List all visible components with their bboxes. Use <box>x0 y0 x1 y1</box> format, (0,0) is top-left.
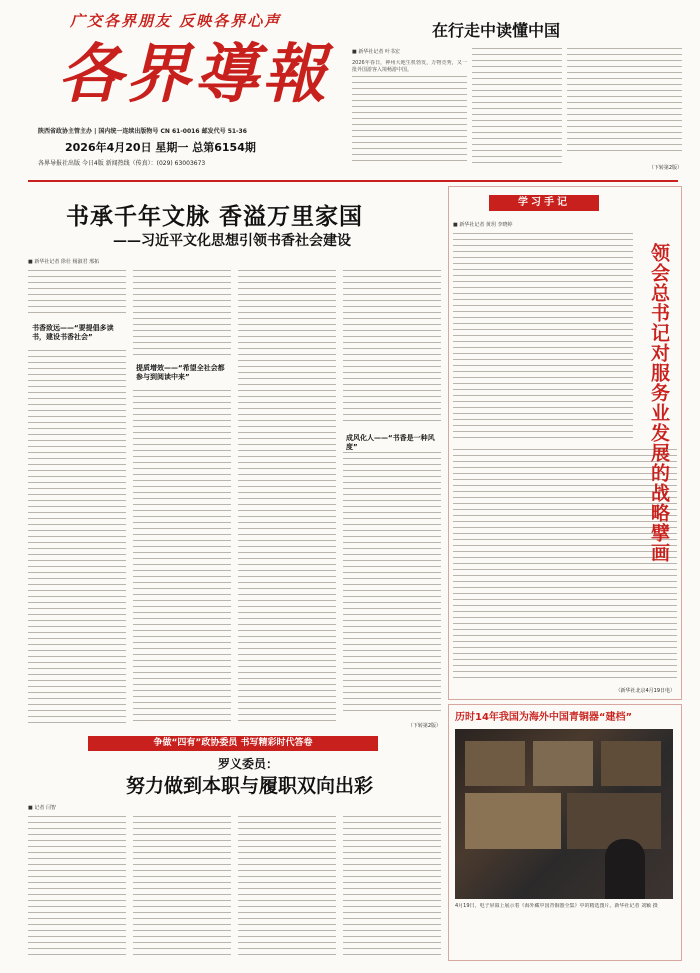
study-notes-byline: ■ 新华社记者 黄玥 李晓婷 <box>453 222 513 228</box>
visitor-silhouette <box>605 839 645 899</box>
screen-panel-2 <box>533 741 593 786</box>
study-notes-source: （新华社北京4月19日电） <box>615 688 675 694</box>
main-article-col2-top <box>133 270 231 360</box>
main-article-title: 书承千年文脉 香溢万里家国 <box>66 203 364 230</box>
masthead-info-line: 陕西省政协主管主办 | 国内统一连续出版物号 CN 61-0016 邮发代号 51-36 <box>38 128 247 135</box>
main-article-col3 <box>238 270 336 730</box>
photo-story-title: 历时14年我国为海外中国青铜器“建档” <box>455 712 633 723</box>
screen-panel-1 <box>465 741 525 786</box>
top-article-lead: 2026年春日，神州大地生机勃发，万物竞秀，又一批外国游客入境畅游中国。 <box>352 60 467 73</box>
main-article-continued: （下转第2版） <box>407 723 441 729</box>
main-article-col2 <box>133 390 231 730</box>
masthead-divider <box>28 180 678 182</box>
photo-story-caption: 4月19日，电子屏幕上展示着《海外藏中国青铜器全集》中的精选图片。新华社记者 刘颖 摄 <box>455 903 658 909</box>
top-article-body-right <box>567 48 682 160</box>
top-article-body-left <box>352 76 467 171</box>
photo-story <box>448 704 682 961</box>
bottom-article-title: 努力做到本职与履职双向出彩 <box>126 775 374 797</box>
screen-panel-3 <box>601 741 661 786</box>
bottom-article-subtitle: 罗义委员： <box>218 757 279 771</box>
bottom-article-kicker-banner <box>88 736 378 751</box>
bottom-article-kicker: 争做“四有”政协委员 书写精彩时代答卷 <box>153 738 313 748</box>
study-notes <box>448 186 682 700</box>
top-article-body-mid <box>472 48 562 173</box>
photo-story-image <box>455 729 673 899</box>
top-article-title: 在行走中读懂中国 <box>432 21 561 40</box>
study-notes-body-upper <box>453 233 633 443</box>
top-article <box>352 18 682 178</box>
bottom-article-col1 <box>28 816 126 961</box>
bottom-article-col4 <box>343 816 441 961</box>
study-notes-tag-label: 学习手记 <box>518 197 570 208</box>
main-article-section-2: 提质增效——“希望全社会都参与到阅读中来” <box>136 364 225 381</box>
top-article-continued: （下转第2版） <box>648 165 682 171</box>
top-article-byline: ■ 新华社记者 叶书宏 <box>352 49 400 55</box>
main-article-col1 <box>28 350 126 730</box>
bottom-article-col2 <box>133 816 231 961</box>
study-notes-vertical-title: 领会总书记对服务业发展的战略擘画 <box>648 243 670 563</box>
masthead-slogan: 广交各界朋友 反映各界心声 <box>70 12 282 30</box>
masthead-logo: 各界導報 <box>58 37 330 112</box>
study-notes-tag <box>489 195 599 211</box>
main-article-byline: ■ 新华社记者 徐壮 杨淑君 邢拓 <box>28 259 100 265</box>
bottom-article <box>28 736 443 966</box>
main-article <box>28 186 443 734</box>
main-article-section-3: 成风化人——“书香是一种风度” <box>346 434 435 451</box>
main-article-col4-top <box>343 270 441 430</box>
masthead-publisher-line: 各界导报社出版 今日4版 新闻热线（传真）：(029) 63003673 <box>38 160 206 167</box>
main-article-col4 <box>343 452 441 718</box>
screen-panel-4 <box>465 793 561 849</box>
main-article-col1-top <box>28 270 126 320</box>
main-article-subtitle: ——习近平文化思想引领书香社会建设 <box>113 233 351 249</box>
masthead-date: 2026年4月20日 星期一 总第6154期 <box>65 141 256 154</box>
main-article-section-1: 书香致远——“要提倡多读书，建设书香社会” <box>32 324 114 341</box>
bottom-article-col3 <box>238 816 336 961</box>
study-notes-body-lower <box>453 449 677 684</box>
bottom-article-byline: ■ 记者 闫智 <box>28 805 56 811</box>
